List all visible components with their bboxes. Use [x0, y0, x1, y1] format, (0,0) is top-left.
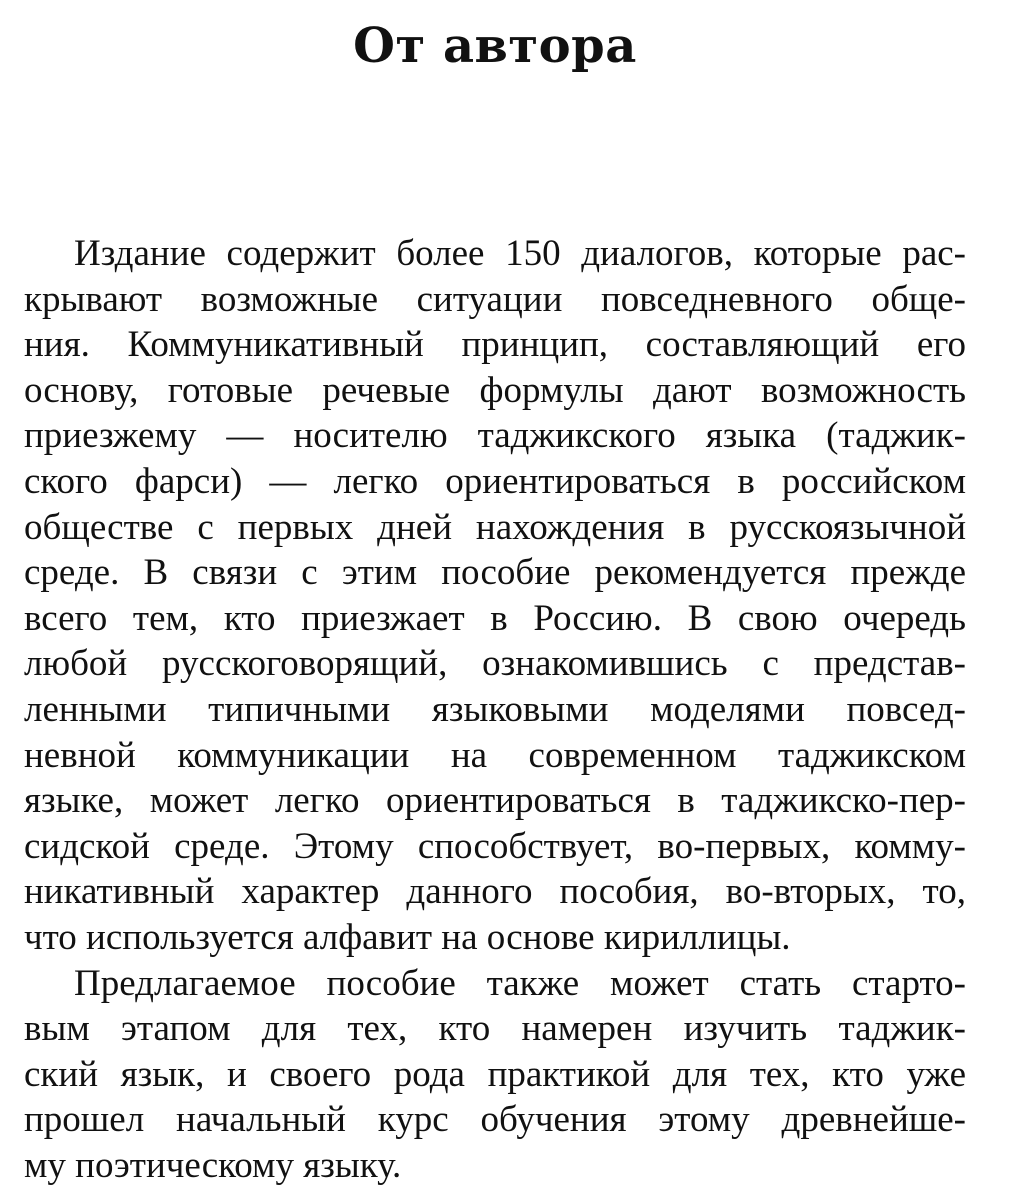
text-line: ленными типичными языковыми моделями повсед-	[24, 688, 966, 730]
text-line: прошел начальный курс обучения этому древнейше-	[24, 1099, 966, 1141]
paragraph-2	[24, 961, 966, 1189]
text-line: Издание содержит более 150 диалогов, которые рас-	[74, 233, 966, 274]
text-line: что используется алфавит на основе кириллицы.	[24, 916, 791, 958]
text-line: обществе с первых дней нахождения в русскоязычной	[24, 506, 966, 548]
text-line: му поэтическому языку.	[24, 1144, 402, 1186]
body-text	[24, 231, 966, 1188]
text-line: вым этапом для тех, кто намерен изучить таджик-	[24, 1008, 966, 1050]
text-line: Предлагаемое пособие также может стать старто-	[74, 962, 966, 1004]
text-line: сидской среде. Этому способствует, во-первых, комму-	[24, 825, 966, 867]
text-line: приезжему — носителю таджикского языка (таджик-	[24, 415, 966, 457]
text-line: всего тем, кто приезжает в Россию. В свою очередь	[24, 597, 966, 639]
text-line: ния. Коммуникативный принцип, составляющий его	[24, 324, 966, 366]
text-line: крывают возможные ситуации повседневного обще-	[24, 278, 966, 320]
text-line: среде. В связи с этим пособие рекомендуется прежде	[24, 552, 966, 594]
text-line: никативный характер данного пособия, во-вторых, то,	[24, 871, 966, 913]
text-line: любой русскоговорящий, ознакомившись с представ-	[24, 643, 966, 685]
text-line: ский язык, и своего рода практикой для тех, кто уже	[24, 1053, 966, 1095]
text-line: языке, может легко ориентироваться в таджикско-пер-	[24, 780, 966, 822]
text-line: невной коммуникации на современном таджикском	[24, 734, 966, 776]
paragraph-1	[24, 231, 966, 961]
page-title: От автора	[353, 18, 637, 74]
text-line: основу, готовые речевые формулы дают возможность	[24, 369, 966, 411]
text-line: ского фарси) — легко ориентироваться в российском	[24, 460, 966, 502]
